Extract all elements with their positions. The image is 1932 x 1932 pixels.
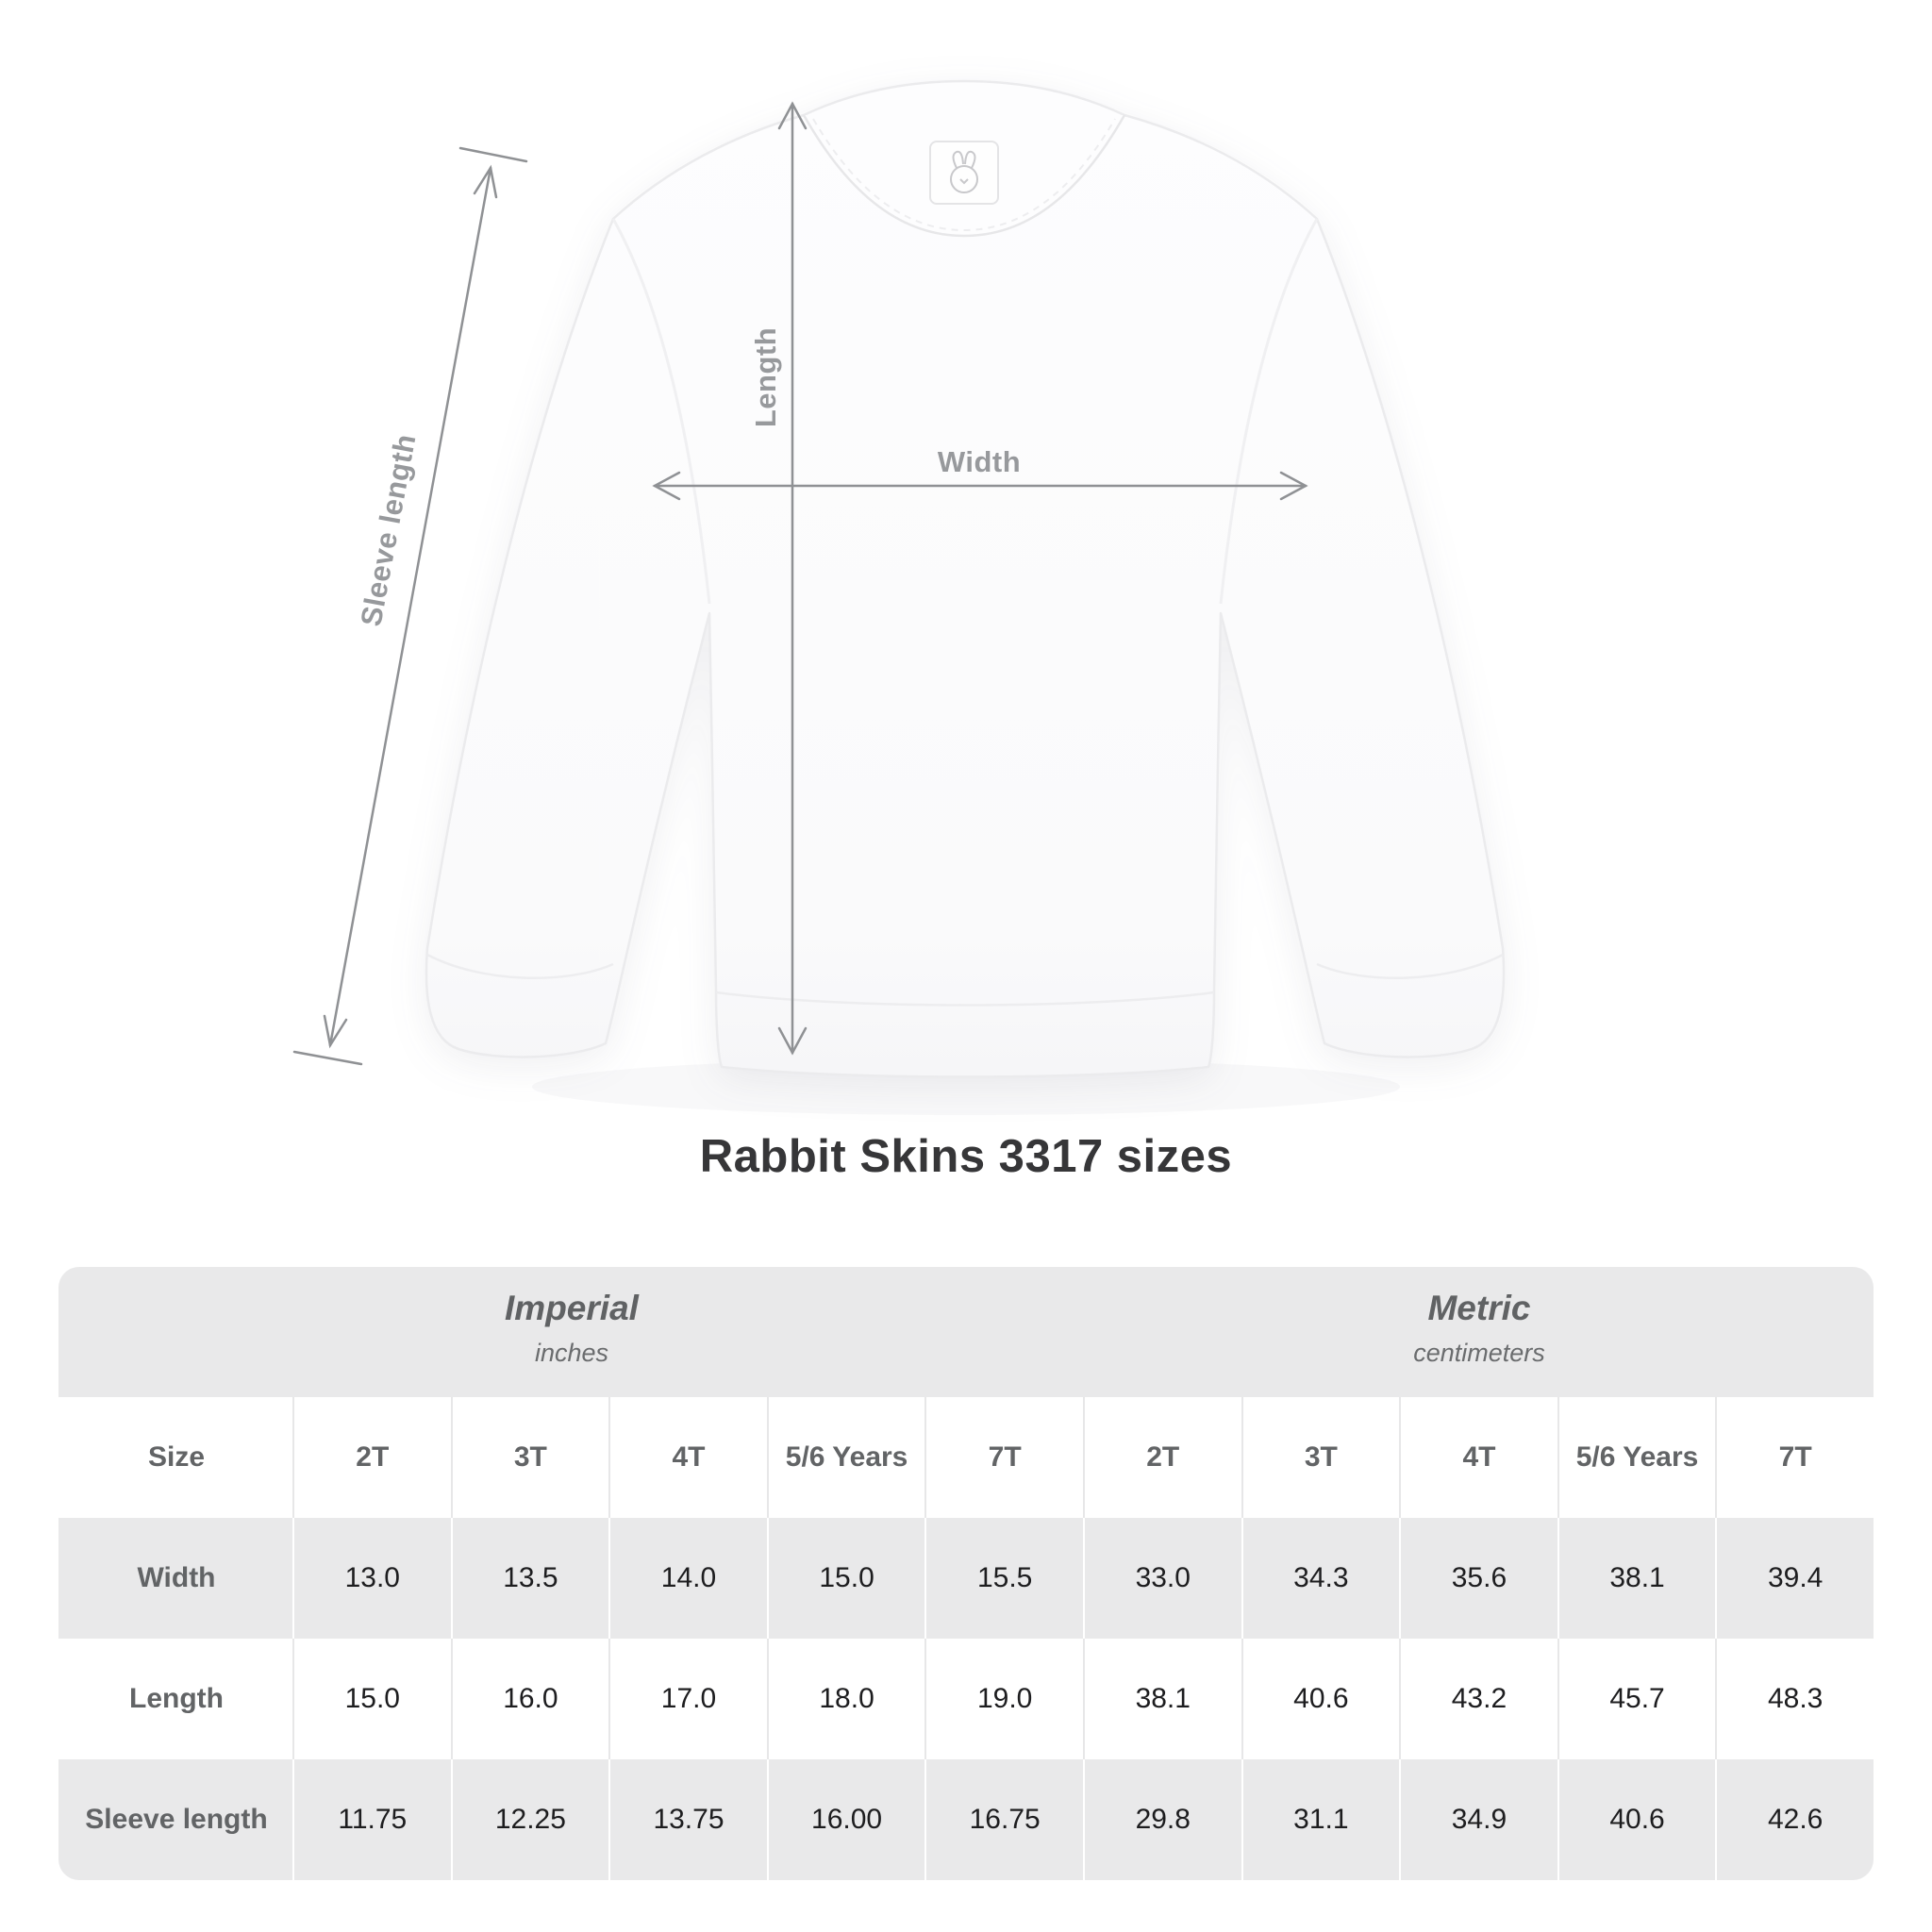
sweatshirt-illustration: [426, 81, 1504, 1077]
width-metric-2t: 33.0: [1083, 1518, 1241, 1639]
width-imperial-2t: 13.0: [292, 1518, 451, 1639]
width-label: Width: [937, 445, 1022, 478]
width-imperial-4t: 14.0: [608, 1518, 767, 1639]
column-header-imperial-56y: 5/6 Years: [767, 1397, 925, 1518]
sleeve-imperial-2t: 11.75: [292, 1759, 451, 1880]
width-imperial-3t: 13.5: [451, 1518, 609, 1639]
width-imperial-7t: 15.5: [924, 1518, 1083, 1639]
sleeve-imperial-4t: 13.75: [608, 1759, 767, 1880]
width-metric-7t: 39.4: [1715, 1518, 1874, 1639]
size-header-row: [58, 1397, 1874, 1518]
column-header-metric-7t: 7T: [1715, 1397, 1874, 1518]
width-metric-56y: 38.1: [1557, 1518, 1716, 1639]
sleeve-metric-7t: 42.6: [1715, 1759, 1874, 1880]
imperial-unit-label: inches: [534, 1338, 608, 1367]
sleeve-imperial-56y: 16.00: [767, 1759, 925, 1880]
column-header-metric-2t: 2T: [1083, 1397, 1241, 1518]
unit-group-header-row: [58, 1267, 1874, 1397]
metric-label: Metric: [1427, 1289, 1531, 1328]
group-header-imperial: [58, 1267, 1083, 1397]
column-header-metric-4t: 4T: [1399, 1397, 1557, 1518]
length-imperial-3t: 16.0: [451, 1639, 609, 1759]
imperial-label: Imperial: [505, 1289, 639, 1328]
column-header-metric-3t: 3T: [1241, 1397, 1400, 1518]
column-header-metric-56y: 5/6 Years: [1557, 1397, 1716, 1518]
length-metric-7t: 48.3: [1715, 1639, 1874, 1759]
sleeve-length-label: Sleeve length: [354, 431, 423, 629]
column-header-imperial-2t: 2T: [292, 1397, 451, 1518]
table-row-width: [58, 1518, 1874, 1639]
sleeve-metric-3t: 31.1: [1241, 1759, 1400, 1880]
row-label-sleeve-length: Sleeve length: [58, 1759, 292, 1880]
sleeve-imperial-3t: 12.25: [451, 1759, 609, 1880]
length-imperial-4t: 17.0: [608, 1639, 767, 1759]
page-title: Rabbit Skins 3317 sizes: [699, 1131, 1233, 1182]
sleeve-metric-4t: 34.9: [1399, 1759, 1557, 1880]
column-header-imperial-3t: 3T: [451, 1397, 609, 1518]
row-label-length: Length: [58, 1639, 292, 1759]
length-label: Length: [749, 326, 782, 428]
length-metric-2t: 38.1: [1083, 1639, 1241, 1759]
length-imperial-7t: 19.0: [924, 1639, 1083, 1759]
rabbit-skins-tag: [930, 142, 998, 204]
width-metric-4t: 35.6: [1399, 1518, 1557, 1639]
length-imperial-56y: 18.0: [767, 1639, 925, 1759]
width-metric-3t: 34.3: [1241, 1518, 1400, 1639]
column-header-imperial-4t: 4T: [608, 1397, 767, 1518]
column-header-size: Size: [58, 1397, 292, 1518]
table-row-length: [58, 1639, 1874, 1759]
column-header-imperial-7t: 7T: [924, 1397, 1083, 1518]
size-table: [58, 1267, 1874, 1880]
sleeve-imperial-7t: 16.75: [924, 1759, 1083, 1880]
metric-unit-label: centimeters: [1413, 1338, 1545, 1367]
length-metric-56y: 45.7: [1557, 1639, 1716, 1759]
width-imperial-56y: 15.0: [767, 1518, 925, 1639]
table-row-sleeve-length: [58, 1759, 1874, 1880]
length-imperial-2t: 15.0: [292, 1639, 451, 1759]
length-metric-4t: 43.2: [1399, 1639, 1557, 1759]
length-metric-3t: 40.6: [1241, 1639, 1400, 1759]
size-table-container: [58, 1267, 1874, 1880]
sleeve-metric-2t: 29.8: [1083, 1759, 1241, 1880]
group-header-metric: [1083, 1267, 1874, 1397]
row-label-width: Width: [58, 1518, 292, 1639]
sleeve-metric-56y: 40.6: [1557, 1759, 1716, 1880]
